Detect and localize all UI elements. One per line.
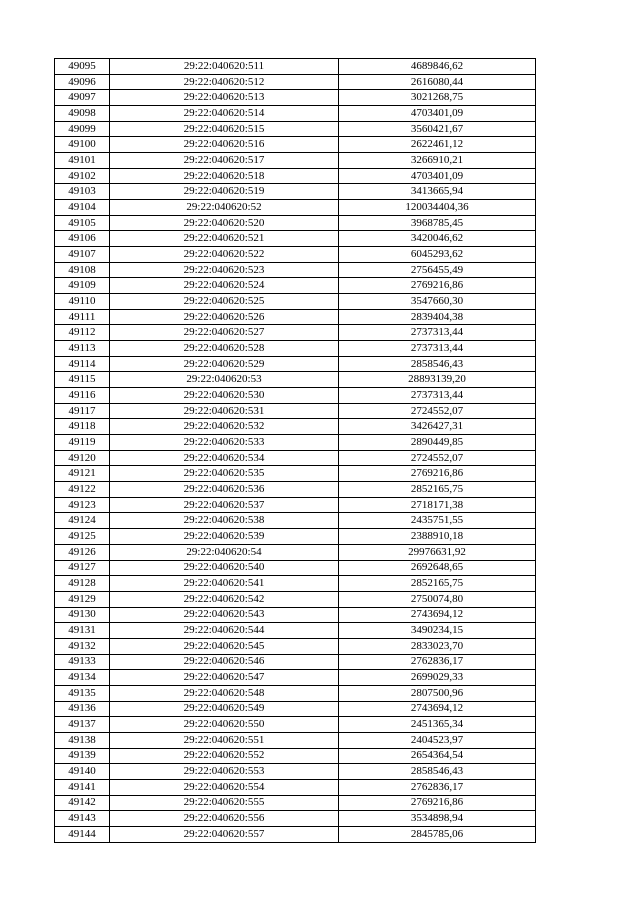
value-cell: 2737313,44: [339, 388, 536, 404]
row-number-cell: 49099: [55, 121, 110, 137]
row-number-cell: 49104: [55, 200, 110, 216]
row-number-cell: 49143: [55, 811, 110, 827]
row-number-cell: 49097: [55, 90, 110, 106]
cadastral-number-cell: 29:22:040620:541: [110, 576, 339, 592]
table-row: [55, 106, 536, 122]
cadastral-number-cell: 29:22:040620:528: [110, 341, 339, 357]
value-cell: 3560421,67: [339, 121, 536, 137]
row-number-cell: 49140: [55, 764, 110, 780]
value-cell: 2435751,55: [339, 513, 536, 529]
row-number-cell: 49137: [55, 717, 110, 733]
table-row: [55, 670, 536, 686]
row-number-cell: 49124: [55, 513, 110, 529]
row-number-cell: 49111: [55, 309, 110, 325]
row-number-cell: 49100: [55, 137, 110, 153]
cadastral-number-cell: 29:22:040620:520: [110, 215, 339, 231]
row-number-cell: 49108: [55, 262, 110, 278]
table-row: [55, 638, 536, 654]
cadastral-number-cell: 29:22:040620:550: [110, 717, 339, 733]
value-cell: 2724552,07: [339, 450, 536, 466]
row-number-cell: 49117: [55, 403, 110, 419]
table-row: [55, 685, 536, 701]
row-number-cell: 49141: [55, 779, 110, 795]
table-row: [55, 278, 536, 294]
cadastral-number-cell: 29:22:040620:522: [110, 247, 339, 263]
row-number-cell: 49131: [55, 623, 110, 639]
table-row: [55, 419, 536, 435]
value-cell: 2743694,12: [339, 701, 536, 717]
row-number-cell: 49123: [55, 497, 110, 513]
value-cell: 2769216,86: [339, 795, 536, 811]
value-cell: 2858546,43: [339, 356, 536, 372]
cadastral-number-cell: 29:22:040620:52: [110, 200, 339, 216]
table-row: [55, 529, 536, 545]
cadastral-number-cell: 29:22:040620:546: [110, 654, 339, 670]
cadastral-number-cell: 29:22:040620:536: [110, 482, 339, 498]
value-cell: 2762836,17: [339, 654, 536, 670]
table-row: [55, 795, 536, 811]
table-row: [55, 497, 536, 513]
table-row: [55, 262, 536, 278]
value-cell: 2890449,85: [339, 435, 536, 451]
cadastral-number-cell: 29:22:040620:521: [110, 231, 339, 247]
table-row: [55, 544, 536, 560]
table-row: [55, 701, 536, 717]
row-number-cell: 49121: [55, 466, 110, 482]
row-number-cell: 49095: [55, 59, 110, 75]
cadastral-number-cell: 29:22:040620:556: [110, 811, 339, 827]
table-row: [55, 137, 536, 153]
table-row: [55, 294, 536, 310]
value-cell: 2699029,33: [339, 670, 536, 686]
value-cell: 2858546,43: [339, 764, 536, 780]
cadastral-number-cell: 29:22:040620:527: [110, 325, 339, 341]
cadastral-number-cell: 29:22:040620:545: [110, 638, 339, 654]
row-number-cell: 49109: [55, 278, 110, 294]
value-cell: 2839404,38: [339, 309, 536, 325]
cadastral-number-cell: 29:22:040620:544: [110, 623, 339, 639]
value-cell: 2743694,12: [339, 607, 536, 623]
cadastral-number-cell: 29:22:040620:547: [110, 670, 339, 686]
value-cell: 2833023,70: [339, 638, 536, 654]
cadastral-number-cell: 29:22:040620:54: [110, 544, 339, 560]
value-cell: 2852165,75: [339, 482, 536, 498]
row-number-cell: 49102: [55, 168, 110, 184]
row-number-cell: 49142: [55, 795, 110, 811]
value-cell: 4689846,62: [339, 59, 536, 75]
table-row: [55, 372, 536, 388]
cadastral-number-cell: 29:22:040620:525: [110, 294, 339, 310]
row-number-cell: 49110: [55, 294, 110, 310]
value-cell: 28893139,20: [339, 372, 536, 388]
table-row: [55, 231, 536, 247]
cadastral-number-cell: 29:22:040620:516: [110, 137, 339, 153]
table-body: [55, 59, 536, 843]
row-number-cell: 49120: [55, 450, 110, 466]
row-number-cell: 49133: [55, 654, 110, 670]
value-cell: 2724552,07: [339, 403, 536, 419]
row-number-cell: 49105: [55, 215, 110, 231]
value-cell: 2769216,86: [339, 466, 536, 482]
table-row: [55, 435, 536, 451]
row-number-cell: 49122: [55, 482, 110, 498]
table-row: [55, 717, 536, 733]
row-number-cell: 49135: [55, 685, 110, 701]
value-cell: 4703401,09: [339, 168, 536, 184]
value-cell: 2451365,34: [339, 717, 536, 733]
table-row: [55, 309, 536, 325]
table-row: [55, 450, 536, 466]
table-row: [55, 74, 536, 90]
cadastral-number-cell: 29:22:040620:539: [110, 529, 339, 545]
cadastral-number-cell: 29:22:040620:553: [110, 764, 339, 780]
row-number-cell: 49096: [55, 74, 110, 90]
cadastral-number-cell: 29:22:040620:518: [110, 168, 339, 184]
row-number-cell: 49128: [55, 576, 110, 592]
row-number-cell: 49130: [55, 607, 110, 623]
table-row: [55, 764, 536, 780]
value-cell: 2737313,44: [339, 341, 536, 357]
value-cell: 2845785,06: [339, 826, 536, 842]
cadastral-number-cell: 29:22:040620:549: [110, 701, 339, 717]
value-cell: 2404523,97: [339, 732, 536, 748]
value-cell: 2769216,86: [339, 278, 536, 294]
cadastral-number-cell: 29:22:040620:540: [110, 560, 339, 576]
cadastral-number-cell: 29:22:040620:548: [110, 685, 339, 701]
cadastral-number-cell: 29:22:040620:531: [110, 403, 339, 419]
cadastral-number-cell: 29:22:040620:513: [110, 90, 339, 106]
table-row: [55, 748, 536, 764]
cadastral-number-cell: 29:22:040620:530: [110, 388, 339, 404]
row-number-cell: 49114: [55, 356, 110, 372]
row-number-cell: 49113: [55, 341, 110, 357]
cadastral-number-cell: 29:22:040620:542: [110, 591, 339, 607]
value-cell: 2388910,18: [339, 529, 536, 545]
cadastral-number-cell: 29:22:040620:515: [110, 121, 339, 137]
row-number-cell: 49127: [55, 560, 110, 576]
value-cell: 2737313,44: [339, 325, 536, 341]
table-row: [55, 215, 536, 231]
row-number-cell: 49119: [55, 435, 110, 451]
value-cell: 2692648,65: [339, 560, 536, 576]
cadastral-number-cell: 29:22:040620:534: [110, 450, 339, 466]
row-number-cell: 49115: [55, 372, 110, 388]
value-cell: 2762836,17: [339, 779, 536, 795]
table-row: [55, 623, 536, 639]
table-row: [55, 607, 536, 623]
table-row: [55, 560, 536, 576]
table-row: [55, 811, 536, 827]
value-cell: 2654364,54: [339, 748, 536, 764]
cadastral-number-cell: 29:22:040620:538: [110, 513, 339, 529]
table-row: [55, 341, 536, 357]
value-cell: 3021268,75: [339, 90, 536, 106]
value-cell: 3534898,94: [339, 811, 536, 827]
row-number-cell: 49125: [55, 529, 110, 545]
row-number-cell: 49136: [55, 701, 110, 717]
cadastral-number-cell: 29:22:040620:523: [110, 262, 339, 278]
table-row: [55, 90, 536, 106]
value-cell: 3490234,15: [339, 623, 536, 639]
row-number-cell: 49139: [55, 748, 110, 764]
cadastral-value-table: [54, 58, 536, 843]
table-row: [55, 779, 536, 795]
value-cell: 2852165,75: [339, 576, 536, 592]
table-row: [55, 403, 536, 419]
cadastral-number-cell: 29:22:040620:551: [110, 732, 339, 748]
table-row: [55, 466, 536, 482]
table-row: [55, 121, 536, 137]
row-number-cell: 49118: [55, 419, 110, 435]
value-cell: 3968785,45: [339, 215, 536, 231]
value-cell: 2718171,38: [339, 497, 536, 513]
cadastral-number-cell: 29:22:040620:554: [110, 779, 339, 795]
cadastral-number-cell: 29:22:040620:537: [110, 497, 339, 513]
value-cell: 2807500,96: [339, 685, 536, 701]
table-row: [55, 482, 536, 498]
value-cell: 2750074,80: [339, 591, 536, 607]
value-cell: 3266910,21: [339, 153, 536, 169]
row-number-cell: 49107: [55, 247, 110, 263]
cadastral-number-cell: 29:22:040620:511: [110, 59, 339, 75]
row-number-cell: 49106: [55, 231, 110, 247]
table-row: [55, 356, 536, 372]
cadastral-number-cell: 29:22:040620:517: [110, 153, 339, 169]
value-cell: 2622461,12: [339, 137, 536, 153]
table-row: [55, 513, 536, 529]
cadastral-number-cell: 29:22:040620:557: [110, 826, 339, 842]
table-row: [55, 826, 536, 842]
table-row: [55, 247, 536, 263]
row-number-cell: 49098: [55, 106, 110, 122]
cadastral-number-cell: 29:22:040620:533: [110, 435, 339, 451]
cadastral-number-cell: 29:22:040620:552: [110, 748, 339, 764]
row-number-cell: 49138: [55, 732, 110, 748]
value-cell: 3426427,31: [339, 419, 536, 435]
table-row: [55, 388, 536, 404]
row-number-cell: 49126: [55, 544, 110, 560]
cadastral-number-cell: 29:22:040620:519: [110, 184, 339, 200]
cadastral-number-cell: 29:22:040620:524: [110, 278, 339, 294]
value-cell: 29976631,92: [339, 544, 536, 560]
cadastral-number-cell: 29:22:040620:526: [110, 309, 339, 325]
table-row: [55, 168, 536, 184]
table-row: [55, 184, 536, 200]
row-number-cell: 49144: [55, 826, 110, 842]
value-cell: 120034404,36: [339, 200, 536, 216]
table-row: [55, 200, 536, 216]
cadastral-number-cell: 29:22:040620:543: [110, 607, 339, 623]
table-row: [55, 153, 536, 169]
value-cell: 3413665,94: [339, 184, 536, 200]
table-row: [55, 654, 536, 670]
value-cell: 6045293,62: [339, 247, 536, 263]
cadastral-number-cell: 29:22:040620:532: [110, 419, 339, 435]
cadastral-number-cell: 29:22:040620:514: [110, 106, 339, 122]
cadastral-number-cell: 29:22:040620:512: [110, 74, 339, 90]
table-row: [55, 576, 536, 592]
cadastral-number-cell: 29:22:040620:529: [110, 356, 339, 372]
row-number-cell: 49134: [55, 670, 110, 686]
value-cell: 2616080,44: [339, 74, 536, 90]
value-cell: 2756455,49: [339, 262, 536, 278]
row-number-cell: 49101: [55, 153, 110, 169]
cadastral-number-cell: 29:22:040620:53: [110, 372, 339, 388]
table-row: [55, 591, 536, 607]
row-number-cell: 49132: [55, 638, 110, 654]
value-cell: 4703401,09: [339, 106, 536, 122]
value-cell: 3547660,30: [339, 294, 536, 310]
table-row: [55, 732, 536, 748]
table-row: [55, 59, 536, 75]
row-number-cell: 49103: [55, 184, 110, 200]
row-number-cell: 49116: [55, 388, 110, 404]
row-number-cell: 49112: [55, 325, 110, 341]
table-row: [55, 325, 536, 341]
cadastral-number-cell: 29:22:040620:535: [110, 466, 339, 482]
value-cell: 3420046,62: [339, 231, 536, 247]
row-number-cell: 49129: [55, 591, 110, 607]
cadastral-number-cell: 29:22:040620:555: [110, 795, 339, 811]
